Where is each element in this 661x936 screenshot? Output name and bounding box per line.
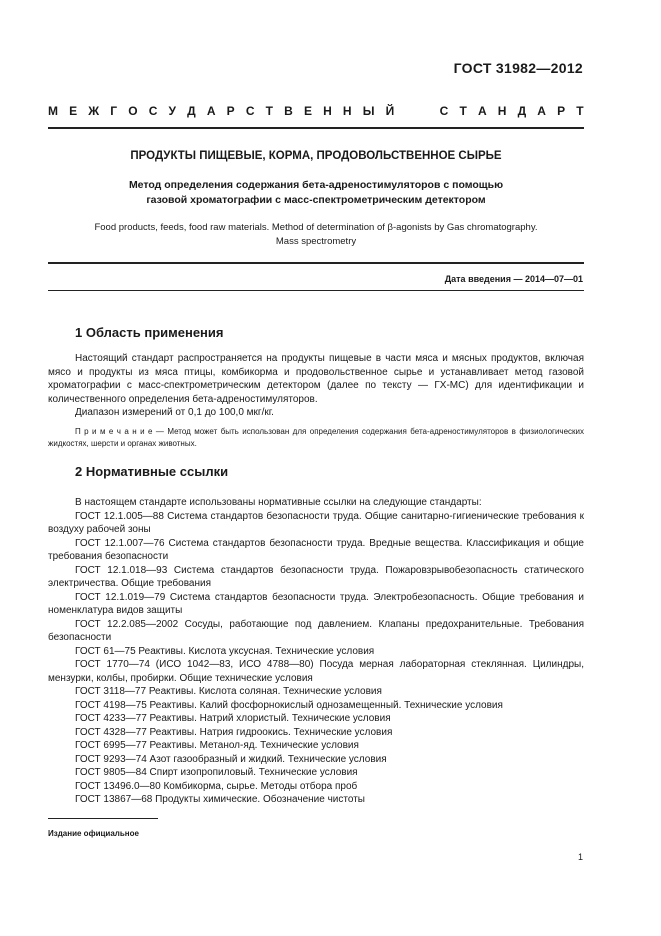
banner-letter: Н: [342, 104, 352, 118]
references-list: [48, 496, 584, 807]
date-rule: [48, 290, 584, 291]
banner-letter: М: [48, 104, 58, 118]
banner-letter: У: [168, 104, 177, 118]
edition-label: Издание официальное: [48, 829, 139, 838]
reference-item: ГОСТ 1770—74 (ИСО 1042—83, ИСО 4788—80) Посуда мерная лабораторная стеклянная. Цилиндры, мензурки, колбы, пробирки. Общие технические условия: [48, 659, 584, 684]
reference-item: ГОСТ 12.2.085—2002 Сосуды, работающие под давлением. Клапаны предохранительные. Требования безопасности: [48, 618, 584, 643]
method-title-line-2: газовой хроматографии с масс-спектрометрическим детектором: [146, 194, 486, 206]
document-number: ГОСТ 31982—2012: [453, 60, 583, 76]
banner-letter: Н: [323, 104, 332, 118]
banner-rule: [48, 127, 584, 129]
section-1-paragraph: Диапазон измерений от 0,1 до 100,0 мкг/кг.: [75, 407, 274, 418]
section-1-paragraph: Настоящий стандарт распространяется на продукты пищевые в части мяса и мясных продуктов, включая мясо и продукты из мяса птицы, комбикорма и продовольственное сырье и устанавливает метод газовой хроматографии с масс-спектрометрическим детектором (далее по тексту — ГХ-МС) для идентификации и количественного определения бета-адреностимуляторов.: [48, 353, 584, 405]
reference-item: ГОСТ 4233—77 Реактивы. Натрий хлористый. Технические условия: [75, 713, 391, 724]
banner-letter: А: [537, 104, 546, 118]
references-intro: В настоящем стандарте использованы нормативные ссылки на следующие стандарты:: [75, 497, 482, 508]
method-title: [48, 178, 584, 208]
banner-letter: Т: [459, 104, 467, 118]
banner-letter: В: [284, 104, 293, 118]
reference-item: ГОСТ 12.1.019—79 Система стандартов безопасности труда. Электробезопасность. Общие требования и номенклатура видов защиты: [48, 591, 584, 616]
english-title: [48, 221, 584, 249]
banner-letter: [405, 104, 411, 118]
banner-letter: Е: [303, 104, 312, 118]
banner-letter: Й: [385, 104, 395, 118]
reference-item: ГОСТ 61—75 Реактивы. Кислота уксусная. Технические условия: [75, 645, 375, 657]
title-rule: [48, 262, 584, 264]
english-title-line-2: Mass spectrometry: [275, 236, 357, 247]
footer-rule: [48, 818, 158, 819]
section-1-title: 1 Область применения: [75, 325, 224, 340]
section-1-note: [48, 426, 584, 450]
reference-item: ГОСТ 13867—68 Продукты химические. Обозначение чистоты: [75, 794, 365, 805]
banner-letter: Г: [110, 104, 118, 118]
reference-item: ГОСТ 3118—77 Реактивы. Кислота соляная. Технические условия: [75, 686, 382, 697]
banner-letter: Е: [69, 104, 78, 118]
banner-letter: Т: [265, 104, 273, 118]
banner-letter: С: [439, 104, 449, 118]
banner-letter: Р: [226, 104, 235, 118]
reference-item: ГОСТ 12.1.018—93 Система стандартов безопасности труда. Пожаровзрывобезопасность статического электричества. Общие требования: [48, 564, 584, 589]
section-1-text: [48, 352, 584, 420]
banner-letter: А: [477, 104, 487, 118]
banner-letter: Д: [187, 104, 196, 118]
reference-item: ГОСТ 12.1.007—76 Система стандартов безопасности труда. Вредные вещества. Классификация и общие требования безопасности: [48, 537, 584, 562]
banner-letter: С: [245, 104, 255, 118]
banner-letter: Ы: [362, 104, 375, 118]
reference-item: ГОСТ 9805—84 Спирт изопропиловый. Технические условия: [75, 767, 358, 778]
banner-letter: Р: [557, 104, 566, 118]
document-title: ПРОДУКТЫ ПИЩЕВЫЕ, КОРМА, ПРОДОВОЛЬСТВЕННОЕ СЫРЬЕ: [130, 150, 502, 162]
english-title-line-1: Food products, feeds, food raw materials. Method of determination of β-agonists by Gas chromatography.: [94, 222, 538, 233]
standard-banner: [48, 104, 584, 118]
reference-item: ГОСТ 4328—77 Реактивы. Натрия гидроокись. Технические условия: [75, 726, 393, 738]
reference-item: ГОСТ 9293—74 Азот газообразный и жидкий. Технические условия: [75, 753, 387, 765]
method-title-line-1: Метод определения содержания бета-адреностимуляторов с помощью: [128, 179, 504, 191]
reference-item: ГОСТ 4198—75 Реактивы. Калий фосфорнокислый однозамещенный. Технические условия: [75, 699, 503, 711]
banner-letter: Д: [517, 104, 527, 118]
note-text: П р и м е ч а н и е — Метод может быть использован для определения содержания бета-адреностимуляторов в физиологических жидкостях, шерсти и органах животных.: [48, 427, 584, 448]
banner-letter: Н: [497, 104, 507, 118]
reference-item: ГОСТ 13496.0—80 Комбикорма, сырье. Методы отбора проб: [75, 780, 358, 792]
page-number: 1: [577, 852, 583, 862]
banner-letter: С: [148, 104, 158, 118]
reference-item: ГОСТ 12.1.005—88 Система стандартов безопасности труда. Общие санитарно-гигиенические требования к воздуху рабочей зоны: [48, 510, 584, 535]
banner-letter: А: [206, 104, 216, 118]
banner-letter: Ж: [88, 104, 100, 118]
banner-letter: [423, 104, 429, 118]
banner-letter: Т: [576, 104, 584, 118]
section-2-title: 2 Нормативные ссылки: [75, 464, 229, 479]
introduction-date: Дата введения — 2014—07—01: [444, 274, 583, 284]
reference-item: ГОСТ 6995—77 Реактивы. Метанол-яд. Технические условия: [75, 740, 359, 751]
banner-letter: О: [128, 104, 138, 118]
